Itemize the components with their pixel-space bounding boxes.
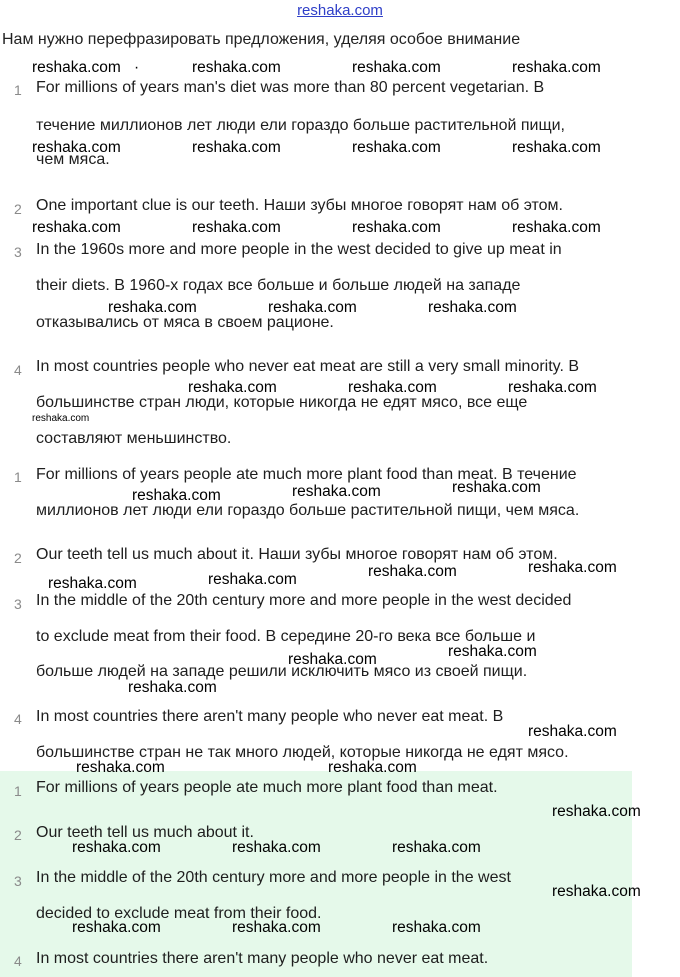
sentence-line: In the middle of the 20th century more and more people in the west decided: [36, 592, 572, 609]
watermark: reshaka.com: [128, 679, 217, 696]
watermark: reshaka.com: [32, 59, 121, 76]
watermark: reshaka.com: [292, 483, 381, 500]
answer-number: 3: [14, 873, 22, 889]
watermark: reshaka.com: [368, 563, 457, 580]
watermark: reshaka.com: [132, 487, 221, 504]
sentence-line: миллионов лет люди ели гораздо больше растительной пищи, чем мяса.: [36, 502, 580, 519]
sentence-line: In the 1960s more and more people in the west decided to give up meat in: [36, 241, 562, 258]
watermark: reshaka.com: [192, 59, 281, 76]
sentence-line: составляют меньшинство.: [36, 430, 232, 447]
watermark: reshaka.com: [232, 839, 321, 856]
sentence-line: their diets. В 1960-х годах все больше и больше людей на западе: [36, 277, 521, 294]
answer-number: 2: [14, 827, 22, 843]
watermark: reshaka.com: [76, 759, 165, 776]
watermark: reshaka.com: [108, 299, 197, 316]
sentence-line: отказывались от мяса в своем рационе.: [36, 314, 334, 331]
sentence-line: большинстве стран не так много людей, которые никогда не едят мясо.: [36, 744, 569, 761]
watermark: reshaka.com: [512, 139, 601, 156]
item-number: 3: [14, 596, 22, 612]
watermark: reshaka.com: [188, 379, 277, 396]
item-number: 4: [14, 362, 22, 378]
watermark: reshaka.com: [352, 219, 441, 236]
answer-number: 4: [14, 953, 22, 969]
watermark: reshaka.com: [452, 479, 541, 496]
watermark: reshaka.com: [48, 575, 137, 592]
watermark: reshaka.com: [72, 839, 161, 856]
item-number: 1: [14, 469, 22, 485]
watermark: reshaka.com: [512, 59, 601, 76]
watermark: reshaka.com: [552, 803, 641, 820]
watermark: reshaka.com: [528, 723, 617, 740]
answer-line: In the middle of the 20th century more and more people in the west: [36, 869, 511, 886]
sentence-line: For millions of years man's diet was more than 80 percent vegetarian. В: [36, 79, 545, 96]
watermark: reshaka.com: [328, 759, 417, 776]
watermark: reshaka.com: [552, 883, 641, 900]
watermark: reshaka.com: [392, 839, 481, 856]
item-number: 2: [14, 550, 22, 566]
watermark: reshaka.com: [268, 299, 357, 316]
watermark: reshaka.com: [348, 379, 437, 396]
site-link[interactable]: reshaka.com: [297, 2, 383, 19]
sentence-line: чем мяса.: [36, 151, 110, 168]
watermark: reshaka.com: [392, 919, 481, 936]
answer-number: 1: [14, 783, 22, 799]
sentence-line: Our teeth tell us much about it. Наши зубы многое говорят нам об этом.: [36, 546, 558, 563]
watermark: reshaka.com: [32, 219, 121, 236]
sentence-line: For millions of years people ate much more plant food than meat. В течение: [36, 466, 577, 483]
sentence-line: большинстве стран люди, которые никогда не едят мясо, все еще: [36, 394, 528, 411]
watermark: reshaka.com: [192, 219, 281, 236]
watermark: reshaka.com: [428, 299, 517, 316]
watermark: reshaka.com: [232, 919, 321, 936]
item-number: 2: [14, 201, 22, 217]
watermark: reshaka.com: [448, 643, 537, 660]
answer-line: In most countries there aren't many people who never eat meat.: [36, 950, 489, 967]
item-number: 3: [14, 244, 22, 260]
watermark: reshaka.com: [508, 379, 597, 396]
watermark: reshaka.com: [288, 651, 377, 668]
intro-text: Нам нужно перефразировать предложения, уделяя особое внимание: [2, 31, 521, 48]
watermark: reshaka.com: [512, 219, 601, 236]
watermark: reshaka.com: [32, 139, 121, 156]
watermark-small: reshaka.com: [32, 413, 90, 424]
sentence-line: to exclude meat from their food. В середине 20-го века все больше и: [36, 628, 536, 645]
watermark-dot: ·: [134, 59, 140, 76]
answer-line: Our teeth tell us much about it.: [36, 824, 254, 841]
sentence-line: In most countries there aren't many people who never eat meat. В: [36, 708, 504, 725]
item-number: 1: [14, 82, 22, 98]
sentence-line: One important clue is our teeth. Наши зубы многое говорят нам об этом.: [36, 197, 563, 214]
answer-line: For millions of years people ate much more plant food than meat.: [36, 779, 498, 796]
watermark: reshaka.com: [528, 559, 617, 576]
item-number: 4: [14, 711, 22, 727]
watermark: reshaka.com: [192, 139, 281, 156]
watermark: reshaka.com: [72, 919, 161, 936]
sentence-line: In most countries people who never eat meat are still a very small minority. В: [36, 358, 580, 375]
sentence-line: больше людей на западе решили исключить мясо из своей пищи.: [36, 663, 528, 680]
sentence-line: течение миллионов лет люди ели гораздо больше растительной пищи,: [36, 117, 565, 134]
watermark: reshaka.com: [352, 139, 441, 156]
watermark: reshaka.com: [352, 59, 441, 76]
answer-line: decided to exclude meat from their food.: [36, 905, 322, 922]
watermark: reshaka.com: [208, 571, 297, 588]
